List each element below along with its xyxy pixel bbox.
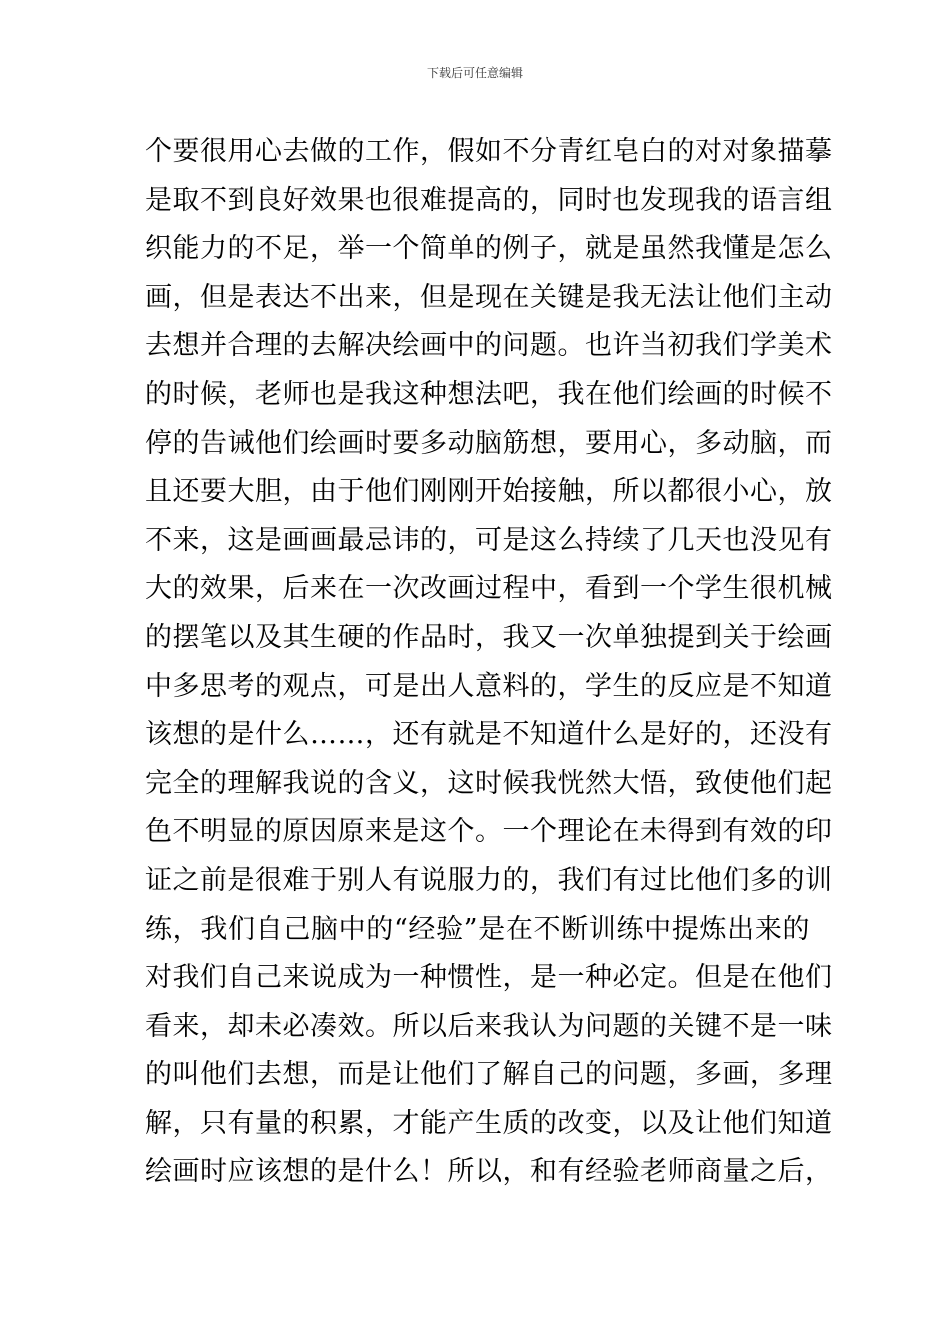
body-text (145, 128, 833, 1197)
text-line: 解，只有量的积累，才能产生质的改变，以及让他们知道 (145, 1107, 833, 1139)
text-line: 织能力的不足，举一个简单的例子，就是虽然我懂是怎么 (145, 233, 833, 265)
text-line: 的叫他们去想，而是让他们了解自己的问题，多画，多理 (145, 1059, 833, 1091)
text-line: 个要很用心去做的工作，假如不分青红皂白的对对象描摹 (145, 136, 833, 167)
text-line: 色不明显的原因原来是这个。一个理论在未得到有效的印 (145, 816, 833, 848)
text-line: 练，我们自己脑中的“经验”是在不断训练中提炼出来的 (145, 913, 810, 945)
text-line: 完全的理解我说的含义，这时候我恍然大悟，致使他们起 (145, 767, 833, 799)
text-line: 停的告诫他们绘画时要多动脑筋想，要用心，多动脑，而 (145, 427, 833, 459)
text-line: 的摆笔以及其生硬的作品时，我又一次单独提到关于绘画 (145, 621, 833, 653)
text-line: 的时候，老师也是我这种想法吧，我在他们绘画的时候不 (145, 378, 833, 410)
text-line: 是取不到良好效果也很难提高的，同时也发现我的语言组 (145, 184, 833, 216)
text-line: 对我们自己来说成为一种惯性，是一种必定。但是在他们 (145, 962, 833, 994)
text-line: 看来，却未必凑效。所以后来我认为问题的关键不是一味 (145, 1010, 833, 1042)
text-line: 画，但是表达不出来，但是现在关键是我无法让他们主动 (145, 281, 833, 313)
text-line: 大的效果，后来在一次改画过程中，看到一个学生很机械 (145, 573, 833, 605)
text-line: 不来，这是画画最忌讳的，可是这么持续了几天也没见有 (145, 524, 833, 556)
text-line: 该想的是什么……，还有就是不知道什么是好的，还没有 (145, 719, 833, 751)
text-line: 绘画时应该想的是什么！所以，和有经验老师商量之后， (145, 1156, 833, 1188)
page-header: 下载后可任意编辑 (426, 66, 523, 80)
text-line: 且还要大胆，由于他们刚刚开始接触，所以都很小心，放 (145, 476, 833, 508)
text-line: 中多思考的观点，可是出人意料的，学生的反应是不知道 (145, 670, 833, 702)
text-line: 去想并合理的去解决绘画中的问题。也许当初我们学美术 (145, 330, 833, 362)
text-line: 证之前是很难于别人有说服力的，我们有过比他们多的训 (145, 864, 833, 896)
